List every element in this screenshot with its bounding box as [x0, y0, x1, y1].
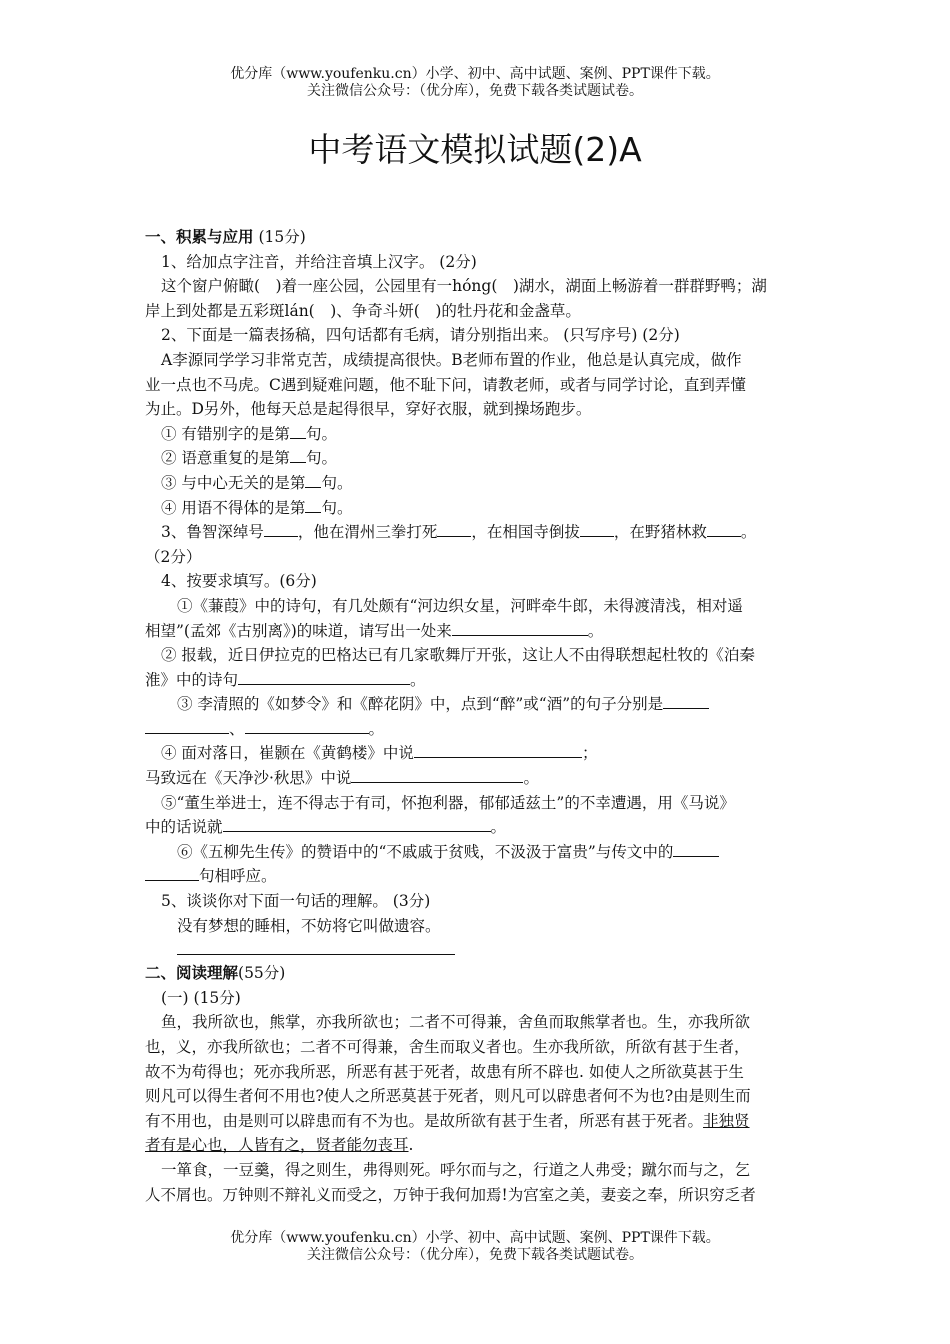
passage-line: 一箪食，一豆羹，得之则生，弗得则死。呼尔而与之，行道之人弗受；蹴尔而与之，乞: [161, 1160, 751, 1179]
q2-passage-b: 业一点也不马虎。C遇到疑难问题，他不耻下问，请教老师，或者与同学讨论，直到弄懂: [145, 375, 746, 394]
q2-passage-a: A李源同学学习非常克苦，成绩提高很快。B老师布置的作业，他总是认真完成，做作: [161, 350, 742, 369]
page-header: [0, 66, 950, 100]
underlined-sentence: 者有是心也，人皆有之，贤者能勿丧耳: [145, 1136, 409, 1155]
answer-blank[interactable]: [663, 693, 709, 709]
q4-item-4b: 马致远在《天净沙·秋思》中说 。: [145, 769, 539, 788]
part-1-label: (一) (15分): [161, 988, 241, 1007]
passage-line: 故不为苟得也；死亦我所恶，所恶有甚于死者，故患有所不辟也. 如使人之所欲莫甚于生: [145, 1062, 744, 1081]
footer-line-2: 关注微信公众号：（优分库），免费下载各类试题试卷。: [307, 1247, 643, 1263]
q1-text-b: 岸上到处都是五彩斑lán( )、争奇斗妍( )的牡丹花和金盏草。: [145, 301, 581, 320]
passage-line: 鱼，我所欲也，熊掌，亦我所欲也；二者不可得兼，舍鱼而取熊掌者也。生，亦我所欲: [161, 1013, 751, 1032]
q2-item: ① 有错别字的是第 句。: [161, 424, 337, 443]
answer-blank[interactable]: [245, 718, 369, 734]
answer-blank[interactable]: [437, 521, 471, 537]
q4-prompt: 4、按要求填写。(6分): [161, 572, 317, 591]
underlined-sentence: 非独贤: [703, 1111, 750, 1130]
answer-blank[interactable]: [238, 669, 410, 685]
q4-item-2b: 淮》中的诗句 。: [145, 670, 426, 689]
q3-line: 3、鲁智深绰号 ，他在渭州三拳打死 ，在相国寺倒拔 ，在野猪林救 。: [161, 523, 757, 542]
answer-blank[interactable]: [673, 841, 719, 857]
answer-blank[interactable]: [580, 521, 614, 537]
q3-score: （2分）: [145, 547, 202, 566]
q4-item-5a: ⑤“董生举进士，连不得志于有司，怀抱利器，郁郁适兹土”的不幸遭遇，用《马说》: [161, 793, 735, 812]
answer-blank[interactable]: [145, 865, 199, 881]
q2-passage-c: 为止。D另外，他每天总是起得很早，穿好衣服，就到操场跑步。: [145, 400, 592, 419]
header-line-1: 优分库（www.youfenku.cn）小学、初中、高中试题、案例、PPT课件下载。: [230, 66, 720, 82]
passage-line: 者有是心也，人皆有之，贤者能勿丧耳.: [145, 1136, 414, 1155]
passage-line: 有不用也，由是则可以辟患而有不为也。是故所欲有甚于生者，所恶有甚于死者。非独贤: [145, 1111, 750, 1130]
q4-item-2a: ② 报载，近日伊拉克的巴格达已有几家歌舞厅开张，这让人不由得联想起杜牧的《泊秦: [161, 646, 755, 665]
answer-blank[interactable]: [145, 718, 229, 734]
passage-line: 也，义，亦我所欲也；二者不可得兼，舍生而取义者也。生亦我所欲，所欲有甚于生者，: [145, 1038, 750, 1056]
q4-item-6a: ⑥《五柳先生传》的赞语中的“不戚戚于贫贱，不汲汲于富贵”与传文中的: [145, 840, 808, 865]
answer-blank[interactable]: [351, 767, 523, 783]
q4-item-6b: 句相呼应。: [145, 864, 808, 889]
q2-prompt: 2、下面是一篇表扬稿，四句话都有毛病，请分别指出来。 (只写序号) (2分): [161, 326, 680, 345]
q1-prompt: 1、给加点字注音，并给注音填上汉字。 (2分): [161, 252, 477, 271]
q5-prompt: 5、谈谈你对下面一句话的理解。 (3分): [161, 892, 431, 911]
q1-text-a: 这个窗户俯瞰( )着一座公园，公园里有一hóng( )湖水，湖面上畅游着一群群野鸭；湖: [161, 277, 767, 296]
answer-blank[interactable]: [223, 816, 491, 832]
answer-blank[interactable]: [452, 620, 588, 636]
answer-blank[interactable]: [305, 497, 321, 513]
answer-blank[interactable]: [290, 447, 306, 463]
answer-line[interactable]: [177, 938, 455, 955]
q4-item-1b: 相望”(孟郊《古别离》)的味道，请写出一处来 。: [145, 621, 604, 640]
answer-blank[interactable]: [290, 423, 306, 439]
section-2-heading: 二、阅读理解(55分): [145, 964, 286, 983]
footer-line-1: 优分库（www.youfenku.cn）小学、初中、高中试题、案例、PPT课件下载。: [230, 1230, 720, 1246]
passage-line: 人不屑也。万钟则不辩礼义而受之，万钟于我何加焉!为宫室之美，妻妾之奉，所识穷乏者: [145, 1185, 756, 1204]
document-body: [145, 225, 808, 1207]
q4-item-3a: ③ 李清照的《如梦令》和《醉花阴》中，点到“醉”或“酒”的句子分别是: [145, 692, 808, 717]
q4-item-5b: 中的话说就 。: [145, 818, 507, 837]
q4-item-4a: ④ 面对落日，崔颢在《黄鹤楼》中说 ；: [161, 744, 598, 763]
q2-item: ③ 与中心无关的是第 句。: [161, 473, 353, 492]
passage-line: 则凡可以得生者何不用也?使人之所恶莫甚于死者，则凡可以辟患者何不为也?由是则生而: [145, 1087, 751, 1106]
q2-item: ④ 用语不得体的是第 句。: [161, 498, 353, 517]
page-title: 中考语文模拟试题(2)A: [308, 130, 642, 169]
answer-blank[interactable]: [305, 472, 321, 488]
q4-item-1a: ①《蒹葭》中的诗句，有几处颇有“河边织女星，河畔牵牛郎，未得渡清浅，相对遥: [177, 596, 743, 615]
page-footer: [0, 1230, 950, 1264]
answer-blank[interactable]: [707, 521, 741, 537]
q2-item: ② 语意重复的是第 句。: [161, 449, 337, 468]
answer-blank[interactable]: [414, 742, 582, 758]
q5-quote: 没有梦想的睡相，不妨将它叫做遗容。: [177, 916, 441, 935]
answer-blank[interactable]: [264, 521, 298, 537]
q4-item-3b: 、 。: [145, 717, 808, 742]
section-1-heading: 一、积累与应用 (15分): [145, 228, 306, 246]
header-line-2: 关注微信公众号：（优分库），免费下载各类试题试卷。: [307, 83, 643, 99]
